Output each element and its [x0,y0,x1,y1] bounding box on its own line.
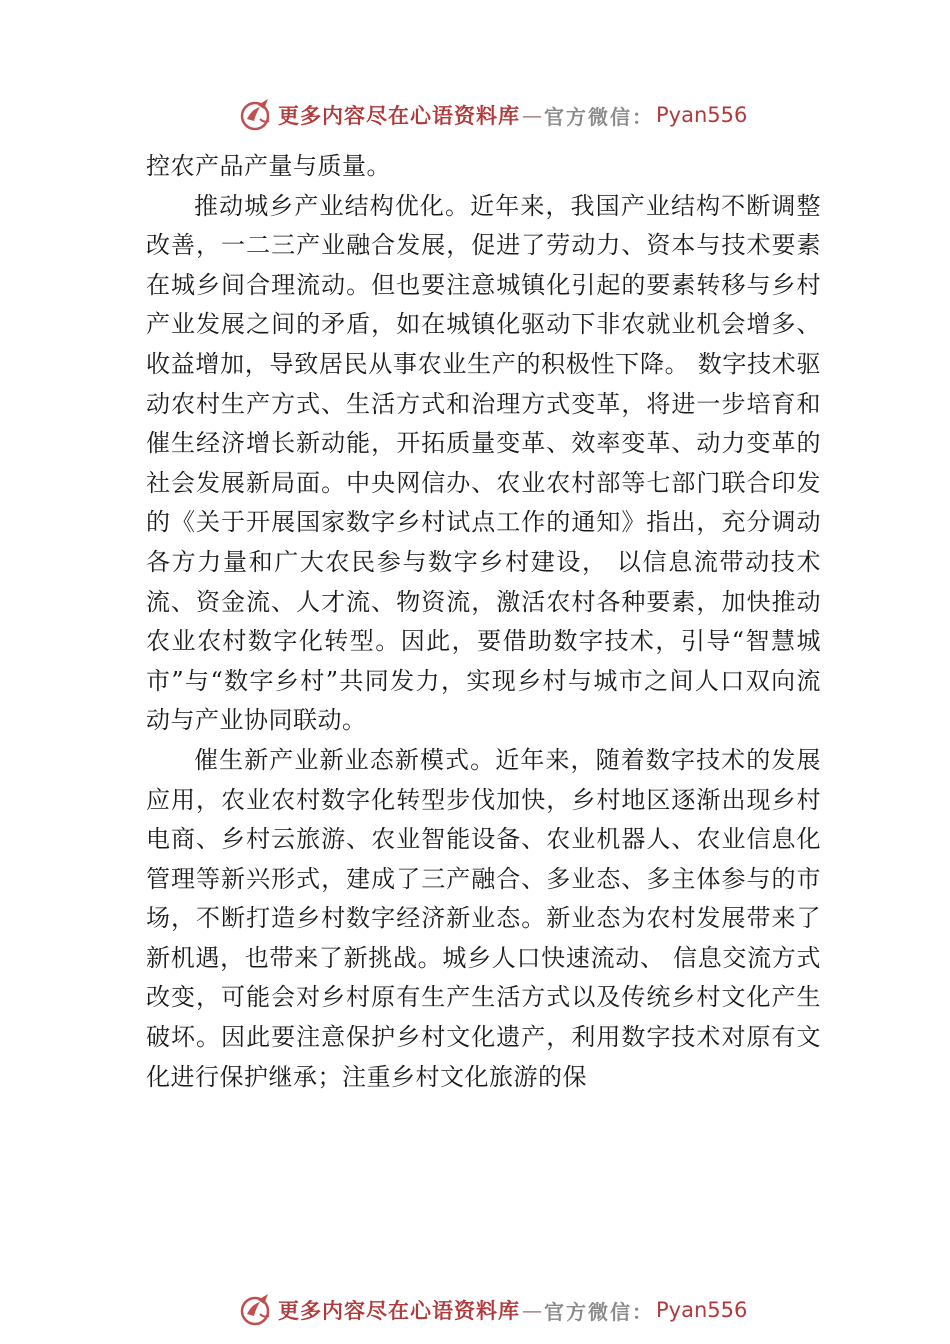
paragraph-industrial-structure: 推动城乡产业结构优化。近年来，我国产业结构不断调整改善，一二三产业融合发展，促进了劳动力、资本与技术要素在城乡间合理流动。但也要注意城镇化引起的要素转移与乡村产业发展之间的矛盾，如在城镇化驱动下非农就业机会增多、收益增加，导致居民从事农业生产的积极性下降。 数字技术驱动农村生产方式、生活方式和治理方式变革，将进一步培育和催生经济增长新动能，开拓质量变革、效率变革、动力变革的社会发展新局面。中央网信办、农业农村部等七部门联合印发的《关于开展国家数字乡村试点工作的通知》指出，充分调动各方力量和广大农民参与数字乡村建设， 以信息流带动技术流、资金流、人才流、物资流，激活农村各种要素，加快推动农业农村数字化转型。因此，要借助数字技术，引导“智慧城市”与“数字乡村”共同发力，实现乡村与城市之间人口双向流动与产业协同联动。 [146,191,821,735]
header-watermark [238,95,747,135]
watermark-brand-text: 更多内容尽在心语资料库 [278,103,520,128]
watermark-dash: — [522,103,542,127]
paragraph-continuation: 控农产品产量与质量。 [146,152,391,180]
paragraph-new-industries: 催生新产业新业态新模式。近年来，随着数字技术的发展应用，农业农村数字化转型步伐加快，乡村地区逐渐出现乡村电商、乡村云旅游、农业智能设备、农业机器人、农业信息化管理等新兴形式，建成了三产融合、多业态、多主体参与的市场，不断打造乡村数字经济新业态。新业态为农村发展带来了新机遇，也带来了新挑战。城乡人口快速流动、 信息交流方式改变，可能会对乡村原有生产生活方式以及传统乡村文化产生破坏。因此要注意保护乡村文化遗产，利用数字技术对原有文化进行保护继承；注重乡村文化旅游的保 [146,745,821,1091]
watermark-wechat-label: 官方微信： [544,1299,654,1324]
watermark-dash: — [522,1298,542,1322]
document-body [146,147,821,1097]
brand-logo-icon [238,1292,274,1328]
footer-watermark [238,1290,747,1330]
watermark-brand-text: 更多内容尽在心语资料库 [278,1298,520,1323]
watermark-wechat-id: Pyan556 [656,103,748,127]
brand-logo-icon [238,97,274,133]
watermark-wechat-id: Pyan556 [656,1298,748,1322]
watermark-wechat-label: 官方微信： [544,104,654,129]
